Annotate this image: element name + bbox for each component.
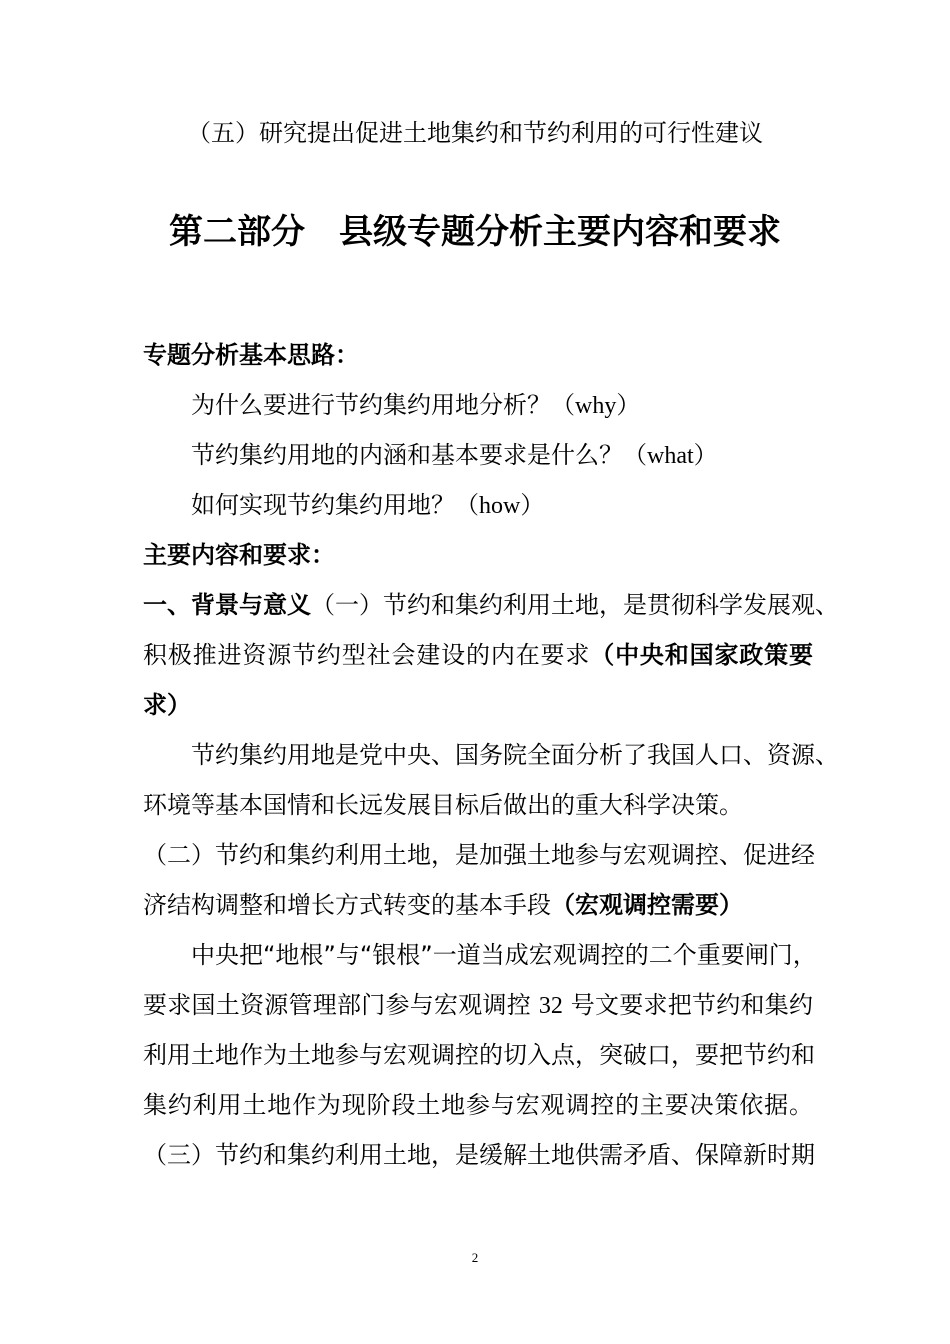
section-heading-content: 主要内容和要求：: [143, 541, 335, 569]
page-number: 2: [471, 1250, 479, 1265]
question-what: [143, 440, 813, 471]
question-what-en: what: [647, 443, 694, 469]
question-why-text: 为什么要进行节约集约用地分析？（: [191, 391, 575, 419]
emphasis-text: （宏观调控需要）: [551, 891, 743, 919]
paragraph-line: [143, 640, 813, 670]
question-how-en: how: [479, 493, 521, 519]
question-why-close: ）: [616, 391, 641, 419]
paragraph-line: （二）节约和集约利用土地，是加强土地参与宏观调控、促进经: [143, 841, 815, 869]
question-why: [143, 390, 813, 421]
paragraph-line: [143, 990, 813, 1021]
emphasis-text: 求）: [143, 691, 191, 719]
paragraph-text: 济结构调整和增长方式转变的基本手段: [143, 891, 551, 919]
paragraph-line: 环境等基本国情和长远发展目标后做出的重大科学决策。: [143, 791, 743, 819]
page-title: 第二部分 县级专题分析主要内容和要求: [169, 212, 781, 252]
subheading: （五）研究提出促进土地集约和节约利用的可行性建议: [187, 119, 763, 147]
paragraph-line: 节约集约用地是党中央、国务院全面分析了我国人口、资源、: [191, 741, 839, 769]
paragraph-line: [143, 890, 813, 920]
paragraph-text: 积极推进资源节约型社会建设的内在要求: [143, 641, 591, 669]
paragraph-line: 集约利用土地作为现阶段土地参与宏观调控的主要决策依据。: [143, 1091, 813, 1119]
emphasis-text: （中央和国家政策要: [590, 641, 814, 669]
question-why-en: why: [575, 393, 617, 419]
paragraph-line: 利用土地作为土地参与宏观调控的切入点，突破口，要把节约和: [143, 1041, 815, 1069]
paragraph-line: （三）节约和集约利用土地，是缓解土地供需矛盾、保障新时期: [143, 1141, 815, 1169]
question-what-text: 节约集约用地的内涵和基本要求是什么？（: [191, 441, 647, 469]
paragraph-text: （一）节约和集约利用土地，是贯彻科学发展观、: [311, 591, 839, 619]
question-what-close: ）: [693, 441, 718, 469]
paragraph-text: 号文要求把节约和集约: [570, 991, 814, 1019]
document-number: 32: [538, 993, 563, 1019]
background-heading: 一、背景与意义: [143, 591, 311, 619]
paragraph-line: [143, 590, 839, 620]
paragraph-text: 要求国土资源管理部门参与宏观调控: [143, 991, 531, 1019]
section-heading-approach: 专题分析基本思路：: [143, 341, 359, 369]
question-how-text: 如何实现节约集约用地？（: [191, 491, 479, 519]
question-how: [143, 490, 813, 521]
paragraph-line: 中央把“地根”与“银根”一道当成宏观调控的二个重要闸门，: [191, 941, 817, 969]
question-how-close: ）: [520, 491, 545, 519]
